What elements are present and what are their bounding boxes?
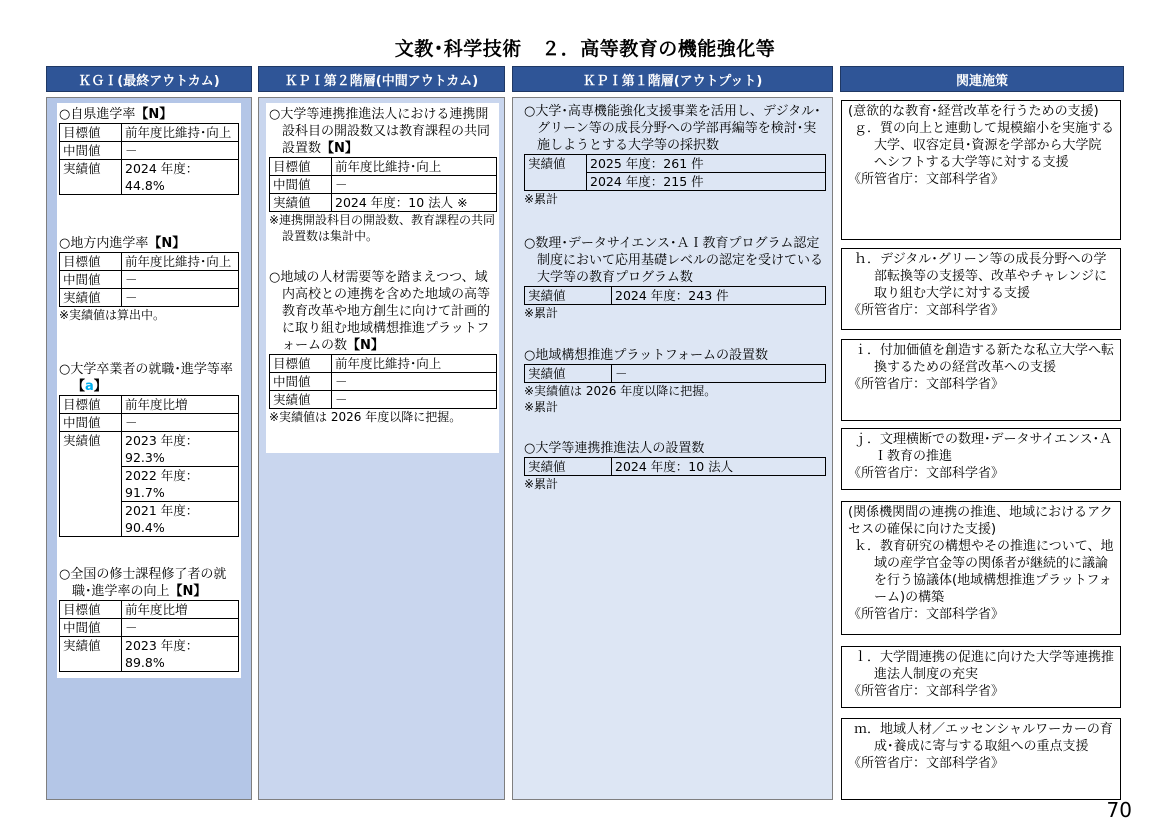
related-ministry: 《所管省庁：文部科学省》 <box>848 756 1005 771</box>
kgi-item-2 <box>59 235 239 323</box>
kpi1-table <box>524 364 826 383</box>
kgi-name: ○自県進学率 <box>59 107 136 122</box>
target-value: 前年度比維持･向上 <box>122 124 239 142</box>
kgi-table <box>59 600 239 672</box>
page-number: 70 <box>1106 798 1132 822</box>
actual-value: 2023 年度：89.8% <box>122 637 239 672</box>
kpi1-name: ○数理･データサイエンス･ＡＩ教育プログラム認定制度において応用基礎レベルの認定を受けている大学等の教育プログラム数 <box>524 236 824 285</box>
related-ministry: 《所管省庁：文部科学省》 <box>848 466 1005 481</box>
kgi-tag-a: a <box>85 379 94 394</box>
page-title: 文教･科学技術 ２．高等教育の機能強化等 <box>394 38 776 60</box>
actual-value: 2022 年度：91.7% <box>122 467 239 502</box>
kpi1-item-3 <box>524 347 826 415</box>
related-item: ｋ．教育研究の構想やその推進について、地域の産学官金等の関係者が継続的に議論を行う協議体(地域構想推進プラットフォーム)の構築 <box>854 539 1114 605</box>
kgi-tag: 【N】 <box>135 107 173 122</box>
actual-value: － <box>122 289 239 307</box>
label-actual: 実績値 <box>525 287 612 305</box>
related-item: ｊ．文理横断での数理･データサイエンス･ＡＩ教育の推進 <box>854 432 1113 464</box>
mid-value: － <box>122 271 239 289</box>
kpi2-note: ※連携開設科目の開設数、教育課程の共同設置数は集計中。 <box>269 213 496 243</box>
actual-value: 2024 年度：243 件 <box>612 287 826 305</box>
label-actual: 実績値 <box>270 391 332 409</box>
kpi1-name: ○大学等連携推進法人の設置数 <box>524 441 705 456</box>
kpi2-table <box>269 157 497 212</box>
kpi2-tag: 【N】 <box>321 141 358 156</box>
header-related: 関連施策 <box>840 66 1124 92</box>
kpi1-note: ※累計 <box>524 400 559 414</box>
actual-value: 2021 年度：90.4% <box>122 502 239 537</box>
actual-value: 2024 年度：215 件 <box>587 173 826 191</box>
kgi-panel <box>57 103 241 678</box>
related-ministry: 《所管省庁：文部科学省》 <box>848 172 1005 187</box>
mid-value: － <box>122 619 239 637</box>
label-target: 目標値 <box>270 158 332 176</box>
label-target: 目標値 <box>60 601 122 619</box>
kpi2-table <box>269 354 497 409</box>
target-value: 前年度比維持･向上 <box>332 355 497 373</box>
related-category: (関係機関間の連携の推進、地域におけるアクセスの確保に向けた支援) <box>848 505 1113 537</box>
label-actual: 実績値 <box>60 432 122 537</box>
label-mid: 中間値 <box>60 414 122 432</box>
label-actual: 実績値 <box>270 194 332 212</box>
mid-value: － <box>122 414 239 432</box>
kgi-tag-open: 【 <box>72 379 86 394</box>
actual-value: 2024 年度：44.8% <box>122 160 239 195</box>
label-mid: 中間値 <box>270 176 332 194</box>
kgi-name: ○大学卒業者の就職･進学等率 <box>59 362 233 377</box>
kpi1-name: ○大学･高専機能強化支援事業を活用し、デジタル･グリーン等の成長分野への学部再編等を検討･実施しようとする大学等の採択数 <box>524 104 821 153</box>
kpi1-item-2 <box>524 235 826 321</box>
actual-value: 2025 年度：261 件 <box>587 155 826 173</box>
label-actual: 実績値 <box>525 458 612 476</box>
kpi1-item-1 <box>524 103 826 207</box>
kgi-name: ○地方内進学率 <box>59 236 149 251</box>
kpi2-item-1 <box>269 106 497 244</box>
header-kgi: ＫＧＩ(最終アウトカム) <box>46 66 252 92</box>
kgi-table <box>59 395 239 537</box>
related-box-m <box>841 718 1121 800</box>
related-item: ｇ．質の向上と連動して規模縮小を実施する大学、収容定員･資源を学部から大学院へシフトする大学等に対する支援 <box>854 121 1115 170</box>
kpi1-note: ※累計 <box>524 192 559 206</box>
related-item: ｉ．付加価値を創造する新たな私立大学へ転換するための経営改革への支援 <box>854 343 1115 375</box>
related-box-h <box>841 248 1121 330</box>
kgi-tag-close: 】 <box>93 379 107 394</box>
target-value: 前年度比増 <box>122 601 239 619</box>
kgi-table <box>59 123 239 195</box>
kpi1-table <box>524 286 826 305</box>
kpi1-table <box>524 154 826 191</box>
kpi2-note: ※実績値は 2026 年度以降に把握。 <box>269 410 462 424</box>
target-value: 前年度比維持･向上 <box>332 158 497 176</box>
kpi2-panel <box>266 103 499 453</box>
kgi-tag: 【N】 <box>169 584 207 599</box>
related-ministry: 《所管省庁：文部科学省》 <box>848 607 1005 622</box>
label-target: 目標値 <box>60 124 122 142</box>
target-value: 前年度比増 <box>122 396 239 414</box>
mid-value: － <box>122 142 239 160</box>
related-ministry: 《所管省庁：文部科学省》 <box>848 377 1005 392</box>
related-box-l <box>841 646 1121 708</box>
kpi2-name: ○大学等連携推進法人における連携開設科目の開設数又は教育課程の共同設置数 <box>269 107 491 156</box>
related-item: ｍ．地域人材／エッセンシャルワーカーの育成･養成に寄与する取組への重点支援 <box>854 722 1113 754</box>
related-ministry: 《所管省庁：文部科学省》 <box>848 684 1005 699</box>
kgi-item-4 <box>59 566 239 672</box>
label-target: 目標値 <box>60 396 122 414</box>
kgi-item-3 <box>59 361 239 537</box>
related-box-g <box>841 100 1121 240</box>
label-mid: 中間値 <box>270 373 332 391</box>
label-actual: 実績値 <box>525 155 587 191</box>
kpi1-note: ※累計 <box>524 306 559 320</box>
related-box-k <box>841 501 1121 635</box>
related-item: ｈ．デジタル･グリーン等の成長分野への学部転換等の支援等、改革やチャレンジに取り組む大学に対する支援 <box>854 252 1107 301</box>
kpi1-name: ○地域構想推進プラットフォームの設置数 <box>524 348 769 363</box>
related-box-i <box>841 339 1121 421</box>
actual-value: 2023 年度：92.3% <box>122 432 239 467</box>
kpi1-note: ※実績値は 2026 年度以降に把握。 <box>524 384 717 398</box>
label-actual: 実績値 <box>525 365 612 383</box>
header-kpi2: ＫＰＩ第２階層(中間アウトカム) <box>258 66 505 92</box>
kgi-item-1 <box>59 106 239 195</box>
kpi1-table <box>524 457 826 476</box>
kpi1-note: ※累計 <box>524 477 559 491</box>
actual-value: 2024 年度：10 法人 <box>612 458 826 476</box>
related-item: ｌ．大学間連携の促進に向けた大学等連携推進法人制度の充実 <box>854 650 1115 682</box>
kpi2-item-2 <box>269 269 497 425</box>
kgi-note: ※実績値は算出中。 <box>59 308 166 322</box>
mid-value: － <box>332 373 497 391</box>
actual-value: － <box>332 391 497 409</box>
label-actual: 実績値 <box>60 289 122 307</box>
actual-value: 2024 年度：10 法人 ※ <box>332 194 497 212</box>
label-target: 目標値 <box>270 355 332 373</box>
kgi-name: ○全国の修士課程修了者の就職･進学率の向上 <box>59 567 227 599</box>
kpi1-item-4 <box>524 440 826 492</box>
mid-value: － <box>332 176 497 194</box>
kgi-table <box>59 252 239 307</box>
related-category: (意欲的な教育･経営改革を行うための支援) <box>848 104 1099 119</box>
target-value: 前年度比維持･向上 <box>122 253 239 271</box>
label-actual: 実績値 <box>60 160 122 195</box>
related-ministry: 《所管省庁：文部科学省》 <box>848 303 1005 318</box>
header-kpi1: ＫＰＩ第１階層(アウトプット) <box>512 66 833 92</box>
label-mid: 中間値 <box>60 619 122 637</box>
kgi-tag: 【N】 <box>148 236 186 251</box>
label-actual: 実績値 <box>60 637 122 672</box>
label-mid: 中間値 <box>60 142 122 160</box>
label-mid: 中間値 <box>60 271 122 289</box>
kpi2-name: ○地域の人材需要等を踏まえつつ、域内高校との連携を含めた地域の高等教育改革や地方創生に向けて計画的に取り組む地域構想推進プラットフォームの数 <box>269 270 491 353</box>
related-box-j <box>841 428 1121 490</box>
label-target: 目標値 <box>60 253 122 271</box>
kpi2-tag: 【N】 <box>347 338 384 353</box>
actual-value: － <box>612 365 826 383</box>
